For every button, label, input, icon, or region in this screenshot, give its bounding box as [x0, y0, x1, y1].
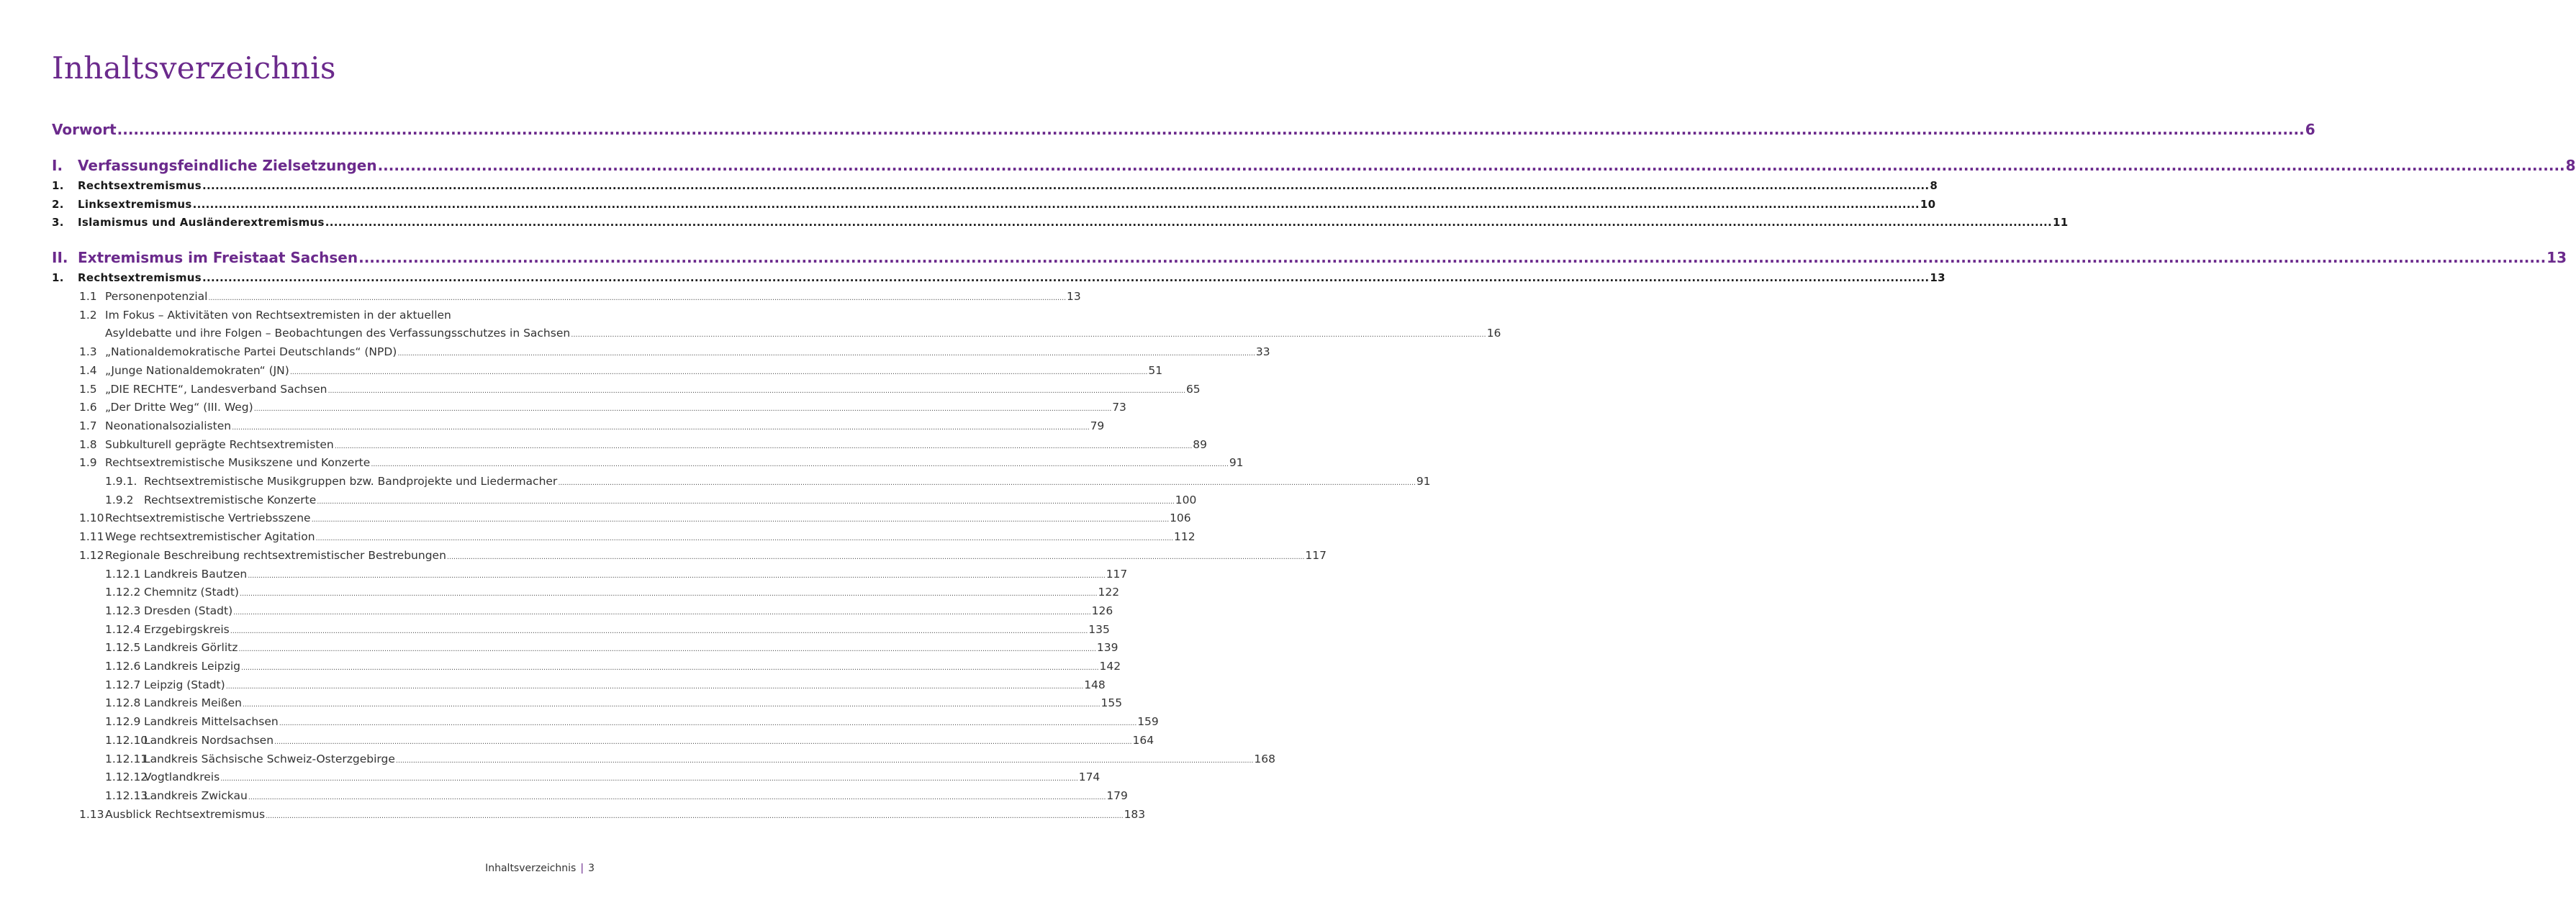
toc-subentry-label: Subkulturell geprägte Rechtsextremisten [105, 438, 334, 451]
dot-leader [254, 405, 1112, 413]
toc-subentry[interactable] [52, 549, 1327, 562]
toc-subentry-label: Landkreis Zwickau [144, 789, 248, 802]
toc-section-page: 8 [2565, 157, 2576, 174]
toc-entry-page: 13 [1930, 271, 1945, 284]
toc-subentry-number: 1.7 [79, 419, 97, 432]
dot-leader [243, 701, 1101, 709]
toc-entry-page: 6 [2305, 121, 2315, 138]
dot-leader [202, 271, 1929, 284]
toc-entry-label: Islamismus und Ausländerextremismus [78, 216, 325, 229]
toc-subentry-page: 122 [1098, 586, 1120, 599]
dot-leader [240, 590, 1098, 598]
toc-subentry-number: 1.12.10 [105, 734, 148, 747]
dot-leader [558, 479, 1416, 487]
toc-subentry-label: Ausblick Rechtsextremismus [105, 808, 266, 821]
toc-subentry-page: 174 [1078, 771, 1101, 783]
dot-leader [317, 498, 1175, 506]
toc-subentry-label: Rechtsextremistische Musikgruppen bzw. Bandprojekte und Liedermacher [144, 475, 558, 488]
toc-subentry-number: 1.3 [79, 345, 97, 358]
toc-subentry[interactable] [52, 401, 1126, 414]
toc-subentry-number: 1.9.2 [105, 494, 134, 506]
toc-subentry-page: 106 [1170, 512, 1191, 524]
dot-leader [290, 368, 1148, 376]
toc-subentry-number: 1.11 [79, 530, 104, 543]
dot-leader [220, 775, 1078, 783]
toc-subentry-number: 1.12.12 [105, 771, 148, 783]
dot-leader [238, 645, 1096, 653]
toc-subentry-label: Leipzig (Stadt) [144, 678, 225, 691]
toc-subentry-number: 1.12 [79, 549, 104, 562]
toc-subentry[interactable] [52, 771, 1101, 783]
toc-subentry-number: 1.12.11 [105, 753, 148, 765]
toc-subentry[interactable] [52, 494, 1197, 506]
toc-subentry-page: 89 [1193, 438, 1207, 451]
toc-entry-number: 3. [52, 216, 64, 229]
toc-subentry-number: 1.12.5 [105, 641, 141, 654]
toc-subentry[interactable] [52, 530, 1196, 543]
toc-subentry[interactable] [52, 475, 1431, 488]
dot-leader [230, 627, 1088, 635]
dot-leader [226, 683, 1084, 691]
toc-subentry[interactable] [52, 641, 1118, 654]
toc-section-page: 13 [2546, 249, 2567, 266]
dot-leader [397, 350, 1255, 358]
dot-leader [233, 609, 1091, 617]
toc-subentry-page: 148 [1084, 678, 1106, 691]
toc-subentry-label: Wege rechtsextremistischer Agitation [105, 530, 315, 543]
toc-subentry-page: 117 [1106, 568, 1128, 581]
toc-subentry-label: Landkreis Görlitz [144, 641, 238, 654]
toc-subentry-page: 13 [1066, 290, 1081, 303]
toc-subentry-label: Personenpotenzial [105, 290, 208, 303]
toc-subentry-number: 1.12.3 [105, 604, 141, 617]
toc-subentry[interactable] [52, 290, 1081, 303]
dot-leader [396, 757, 1254, 765]
toc-subentry-continuation[interactable] [52, 327, 1501, 340]
dot-leader [241, 664, 1099, 672]
toc-subentry-page: 33 [1255, 345, 1270, 358]
toc-subentry-label: „DIE RECHTE“, Landesverband Sachsen [105, 383, 327, 396]
toc-subentry-number: 1.12.13 [105, 789, 148, 802]
toc-subentry-page: 155 [1101, 696, 1123, 709]
toc-subentry[interactable] [52, 660, 1121, 673]
toc-entry[interactable] [52, 271, 1945, 284]
dot-leader [358, 249, 2546, 266]
toc-entry-label: Vorwort [52, 121, 117, 138]
toc-subentry[interactable] [52, 383, 1201, 396]
toc-subentry-page: 168 [1254, 753, 1275, 765]
toc-subentry-number: 1.12.2 [105, 586, 141, 599]
toc-subentry-page: 183 [1124, 808, 1146, 821]
toc-section-number: I. [52, 157, 63, 174]
toc-subentry-label: Erzgebirgskreis [144, 623, 230, 636]
toc-subentry[interactable] [52, 734, 1154, 747]
toc-subentry-page: 73 [1112, 401, 1126, 414]
toc-section-label: Verfassungsfeindliche Zielsetzungen [78, 157, 377, 174]
toc-subentry-number: 1.2 [79, 309, 97, 322]
page-number: 3 [588, 863, 595, 874]
toc-subentry-page: 164 [1132, 734, 1154, 747]
toc-subentry-number: 1.12.1 [105, 568, 141, 581]
toc-subentry-page: 51 [1148, 364, 1163, 377]
toc-entry-number: 2. [52, 198, 64, 211]
toc-entry-page: 8 [1930, 179, 1938, 192]
toc-subentry[interactable] [52, 696, 1123, 709]
dot-leader [279, 719, 1137, 727]
toc-subentry-page: 135 [1088, 623, 1110, 636]
toc-subentry[interactable] [52, 345, 1270, 358]
toc-subentry-number: 1.1 [79, 290, 97, 303]
dot-leader [193, 198, 1920, 211]
toc-subentry-number: 1.12.4 [105, 623, 141, 636]
toc-subentry[interactable] [52, 623, 1110, 636]
toc-section-label: Extremismus im Freistaat Sachsen [78, 249, 358, 266]
toc-subentry-page: 112 [1174, 530, 1196, 543]
toc-subentry-page: 79 [1090, 419, 1105, 432]
toc-subentry-page: 117 [1305, 549, 1327, 562]
toc-subentry-page: 65 [1185, 383, 1201, 396]
dot-leader [325, 216, 2052, 229]
toc-subentry-page: 100 [1175, 494, 1197, 506]
toc-entry[interactable] [52, 216, 2069, 229]
toc-subentry-page: 142 [1099, 660, 1121, 673]
toc-subentry-page: 179 [1106, 789, 1128, 802]
dot-leader [117, 121, 2305, 138]
toc-entry[interactable] [52, 179, 1938, 192]
toc-subentry[interactable] [52, 364, 1163, 377]
dot-leader [232, 424, 1090, 432]
toc-subentry-label: Rechtsextremistische Konzerte [144, 494, 317, 506]
toc-subentry-number: 1.8 [79, 438, 97, 451]
toc-subentry-label-continued: Asyldebatte und ihre Folgen – Beobachtungen des Verfassungsschutzes in Sachsen [105, 327, 571, 340]
toc-subentry[interactable] [52, 456, 1244, 469]
toc-section-number: II. [52, 249, 68, 266]
dot-leader [208, 294, 1066, 302]
toc-entry-number: 1. [52, 179, 64, 192]
toc-section-1[interactable] [52, 157, 2576, 174]
toc-section-2[interactable] [52, 249, 2567, 266]
toc-entry-label: Linksextremismus [78, 198, 192, 211]
toc-subentry-label: Landkreis Bautzen [144, 568, 248, 581]
dot-leader [571, 331, 1486, 339]
toc-subentry-label: Landkreis Sächsische Schweiz-Osterzgebirge [144, 753, 395, 765]
page-footer [485, 863, 595, 874]
toc-subentry-label: Rechtsextremistische Musikszene und Konzerte [105, 456, 371, 469]
toc-subentry-number: 1.6 [79, 401, 97, 414]
dot-leader [316, 535, 1174, 542]
dot-leader [248, 794, 1106, 801]
dot-leader [312, 516, 1170, 524]
toc-subentry-number: 1.10 [79, 512, 104, 524]
toc-subentry-number: 1.12.9 [105, 715, 141, 728]
toc-subentry-page: 91 [1229, 456, 1244, 469]
toc-subentry[interactable] [52, 753, 1275, 765]
footer-separator: | [580, 863, 584, 874]
toc-entry-number: 1. [52, 271, 64, 284]
toc-subentry-number: 1.9.1. [105, 475, 137, 488]
toc-subentry-number: 1.12.6 [105, 660, 141, 673]
dot-leader [335, 442, 1193, 450]
toc-subentry-label: „Der Dritte Weg“ (III. Weg) [105, 401, 253, 414]
toc-subentry[interactable] [52, 808, 1146, 821]
footer-label: Inhaltsverzeichnis [485, 863, 577, 874]
dot-leader [447, 553, 1305, 561]
toc-subentry[interactable] [52, 604, 1113, 617]
toc-subentry[interactable] [52, 512, 1191, 524]
toc-subentry-page: 139 [1096, 641, 1118, 654]
toc-entry-label: Rechtsextremismus [78, 179, 202, 192]
toc-entry[interactable] [52, 198, 1936, 211]
toc-subentry-label: Rechtsextremistische Vertriebsszene [105, 512, 311, 524]
toc-subentry-number: 1.5 [79, 383, 97, 396]
dot-leader [248, 572, 1106, 580]
toc-subentry[interactable] [52, 419, 1105, 432]
toc-subentry-label: Neonationalsozialisten [105, 419, 232, 432]
dot-leader [274, 738, 1132, 746]
toc-subentry-label: Landkreis Leipzig [144, 660, 240, 673]
toc-subentry-label: Dresden (Stadt) [144, 604, 233, 617]
dot-leader [266, 812, 1124, 820]
toc-subentry-number: 1.12.8 [105, 696, 141, 709]
toc-subentry[interactable] [52, 678, 1106, 691]
toc-subentry-label: Landkreis Meißen [144, 696, 242, 709]
toc-subentry[interactable] [52, 438, 1207, 451]
toc-subentry[interactable] [52, 568, 1128, 581]
toc-subentry-label: „Nationaldemokratische Partei Deutschlands“ (NPD) [105, 345, 397, 358]
toc-subentry-page: 91 [1416, 475, 1431, 488]
toc-subentry-label: Landkreis Mittelsachsen [144, 715, 279, 728]
toc-subentry-label: Regionale Beschreibung rechtsextremistischer Bestrebungen [105, 549, 446, 562]
toc-subentry-label: Vogtlandkreis [144, 771, 220, 783]
dot-leader [378, 157, 2565, 174]
toc-subentry[interactable] [52, 789, 1128, 802]
toc-entry-page: 11 [2053, 216, 2069, 229]
toc-entry-label: Rechtsextremismus [78, 271, 202, 284]
toc-subentry-page: 159 [1137, 715, 1159, 728]
dot-leader [371, 460, 1229, 468]
toc-subentry-label: Landkreis Nordsachsen [144, 734, 274, 747]
toc-subentry-number: 1.12.7 [105, 678, 141, 691]
dot-leader [202, 179, 1929, 192]
toc-subentry-number: 1.4 [79, 364, 97, 377]
toc-subentry[interactable] [52, 715, 1159, 728]
toc-subentry-label: Im Fokus – Aktivitäten von Rechtsextremisten in der aktuellen [105, 309, 451, 322]
toc-subentry-page: 16 [1486, 327, 1501, 340]
dot-leader [327, 387, 1185, 395]
toc-subentry-label: „Junge Nationaldemokraten“ (JN) [105, 364, 289, 377]
toc-subentry-number: 1.13 [79, 808, 104, 821]
toc-subentry[interactable] [52, 309, 595, 322]
toc-entry-page: 10 [1920, 198, 1936, 211]
page-title: Inhaltsverzeichnis [52, 50, 336, 86]
toc-subentry-number: 1.9 [79, 456, 97, 469]
toc-subentry[interactable] [52, 586, 1120, 599]
toc-subentry-page: 126 [1091, 604, 1113, 617]
toc-subentry-label: Chemnitz (Stadt) [144, 586, 239, 599]
toc-entry-vorwort[interactable] [52, 121, 2315, 138]
